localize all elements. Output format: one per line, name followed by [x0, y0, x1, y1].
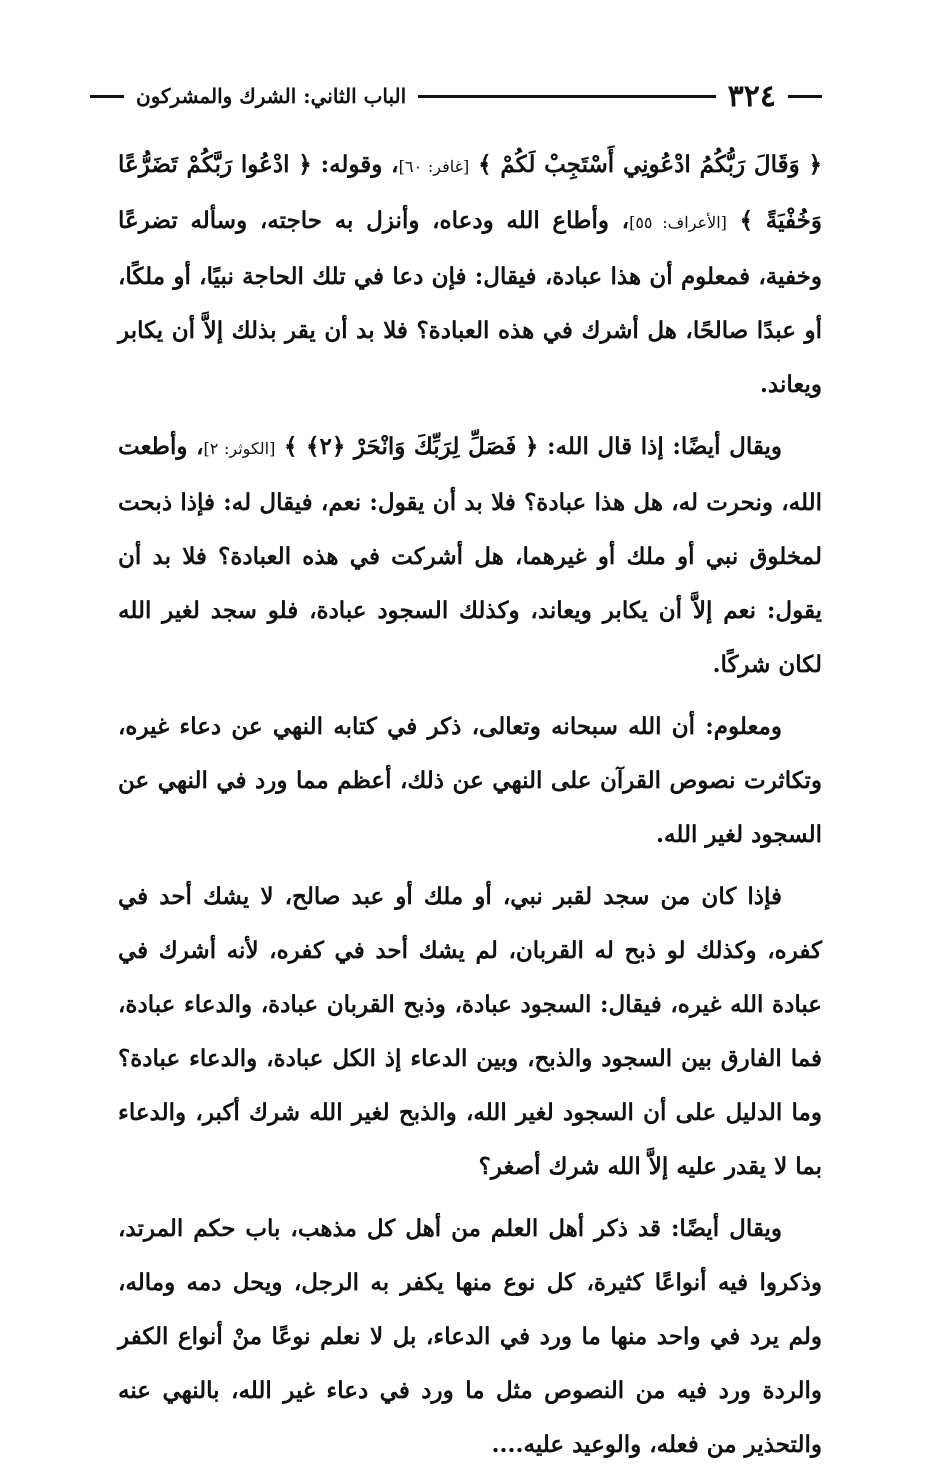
verse-reference: [الأعراف: ٥٥] — [629, 213, 727, 232]
chapter-title: الباب الثاني: الشرك والمشركون — [136, 84, 407, 108]
paragraph-4 — [118, 870, 822, 1194]
header-rule-right — [788, 95, 822, 98]
verse-reference: [الكوثر: ٢] — [203, 439, 276, 458]
paragraph-text: ويقال أيضًا: قد ذكر أهل العلم من أهل كل مذهب، باب حكم المرتد، وذكروا فيه أنواعًا كثيرة، كل نوع منها يكفر به الرجل، ويحل دمه وماله، ولم يرد في واحد منها ما ورد في الدعاء، بل لا نعلم نوعًا منْ أنواع الكفر والردة ورد فيه من النصوص مثل ما ورد في دعاء غير الله، بالنهي عنه والتحذير من فعله، والوعيد عليه.... — [118, 1215, 822, 1458]
paragraph-1 — [118, 138, 822, 412]
quran-verse: ﴿ ادْعُوا رَبَّكُمْ تَضَرُّعًا وَخُفْيَةً ﴾ — [118, 151, 823, 234]
header-rule-left — [90, 95, 124, 98]
verse-reference: [غافر: ٦٠] — [398, 157, 470, 176]
paragraph-text: ، وأطعت الله، ونحرت له، هل هذا عبادة؟ فلا بد أن يقول: نعم، فيقال له: فإذا ذبحت لمخلوق نبي أو ملك أو غيرهما، هل أشركت في هذه العبادة؟ فلا بد أن يقول: نعم إلاَّ أن يكابر ويعاند، وكذلك السجود عبادة، فلو سجد لغير الله لكان شركًا. — [118, 433, 822, 678]
quran-verse: ﴿ وَقَالَ رَبُّكُمُ ادْعُونِي أَسْتَجِبْ لَكُمْ ﴾ — [478, 151, 822, 178]
page-header — [90, 78, 822, 114]
page-body — [118, 138, 822, 1480]
paragraph-text: ويقال أيضًا: إذا قال الله: — [538, 433, 783, 460]
paragraph-text: ، وأطاع الله ودعاه، وأنزل به حاجته، وسأله تضرعًا وخفية، فمعلوم أن هذا عبادة، فيقال: فإن دعا في تلك الحاجة نبيًا، أو ملكًا، أو عبدًا صالحًا، هل أشرك في هذه العبادة؟ فلا بد أن يقر بذلك إلاَّ أن يكابر ويعاند. — [118, 207, 822, 398]
page-number: ٣٢٤ — [727, 78, 776, 114]
quran-verse: ﴿ فَصَلِّ لِرَبِّكَ وَانْحَرْ ﴿٢﴾ ﴾ — [283, 433, 539, 460]
paragraph-text: فإذا كان من سجد لقبر نبي، أو ملك أو عبد صالح، لا يشك أحد في كفره، وكذلك لو ذبح له القربان، لم يشك أحد في كفره، لأنه أشرك في عبادة الله غيره، فيقال: السجود عبادة، وذبح القربان عبادة، والدعاء عبادة، فما الفارق بين السجود والذبح، وبين الدعاء إذ الكل عبادة، والدعاء عبادة؟ وما الدليل على أن السجود لغير الله، والذبح لغير الله شرك أكبر، والدعاء بما لا يقدر عليه إلاَّ الله شرك أصغر؟ — [118, 883, 822, 1180]
paragraph-text: ، وقوله: — [311, 151, 399, 178]
header-rule-middle — [418, 95, 715, 98]
paragraph-2 — [118, 420, 822, 692]
paragraph-text: ومعلوم: أن الله سبحانه وتعالى، ذكر في كتابه النهي عن دعاء غيره، وتكاثرت نصوص القرآن على النهي عن ذلك، أعظم مما ورد في النهي عن السجود لغير الله. — [118, 713, 822, 848]
paragraph-3 — [118, 700, 822, 862]
paragraph-5 — [118, 1202, 822, 1472]
